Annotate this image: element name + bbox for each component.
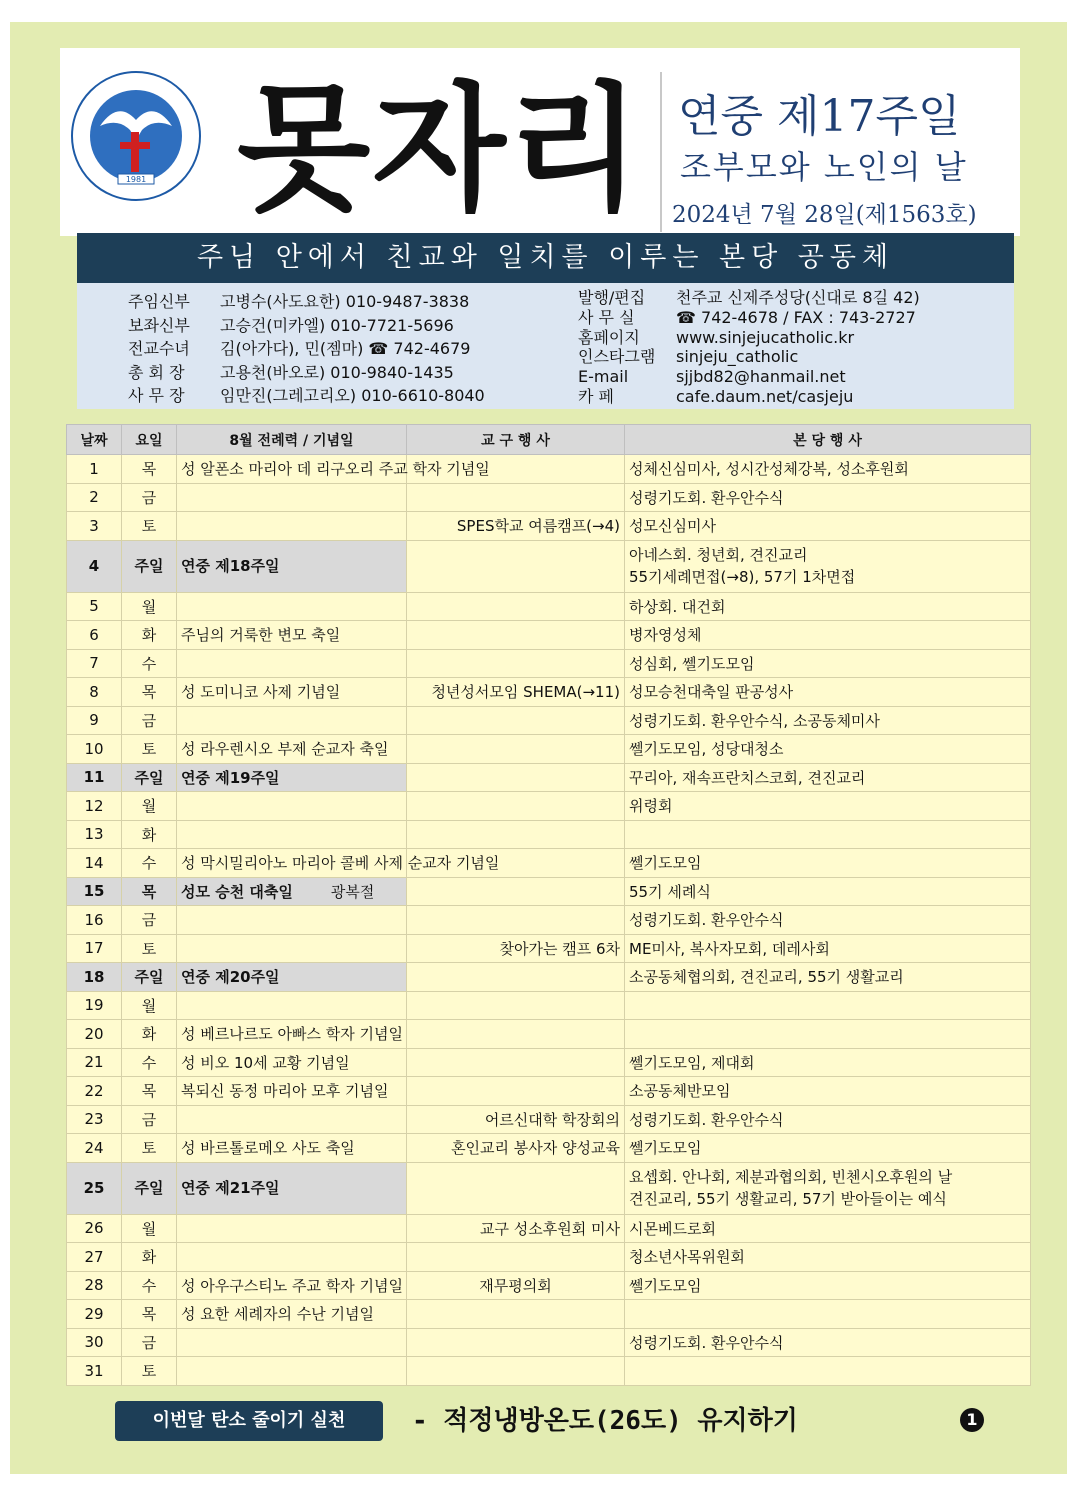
- staff-row: [128, 361, 485, 385]
- table-row: [67, 649, 1031, 678]
- table-row: [67, 483, 1031, 512]
- cell-diocese-event: SPES학교 여름캠프(→4): [407, 512, 625, 541]
- parish-event-text: 55기 세례식: [629, 882, 711, 901]
- cell-liturgy: [177, 1300, 407, 1329]
- liturgy-text: 성 아우구스티노 주교 학자 기념일: [181, 1276, 403, 1295]
- contact-label: 홈페이지: [578, 327, 640, 347]
- cell-date: 10: [67, 735, 122, 764]
- parish-event-text: 성령기도회. 환우안수식: [629, 911, 784, 930]
- cell-parish-event: [625, 763, 1031, 792]
- contact-row: [578, 308, 920, 328]
- staff-row: [128, 314, 485, 338]
- carbon-reduction-text: - 적정냉방온도(26도) 유지하기: [412, 1406, 798, 1436]
- table-row: [67, 1048, 1031, 1077]
- cell-weekday: 목: [122, 877, 177, 906]
- table-row: [67, 934, 1031, 963]
- contact-value: sinjeju_catholic: [676, 347, 799, 367]
- staff-role: 사 무 장: [128, 386, 185, 405]
- cell-date: 14: [67, 849, 122, 878]
- staff-role: 총 회 장: [128, 362, 185, 382]
- cell-weekday: 토: [122, 1357, 177, 1386]
- parish-motto-banner: 주님 안에서 친교와 일치를 이루는 본당 공동체: [77, 233, 1014, 283]
- parish-event-text: 시몬베드로회: [629, 1219, 716, 1238]
- cell-parish-event: [625, 649, 1031, 678]
- cell-weekday: 수: [122, 849, 177, 878]
- cell-weekday: 월: [122, 991, 177, 1020]
- cell-parish-event: [625, 483, 1031, 512]
- cell-liturgy: [177, 1243, 407, 1272]
- cell-diocese-event: [407, 1162, 625, 1214]
- cell-weekday: 금: [122, 706, 177, 735]
- parish-event-text: 청소년사목위원회: [629, 1248, 745, 1267]
- church-logo: [70, 70, 202, 202]
- cell-weekday: 주일: [122, 1162, 177, 1214]
- header-parish-events: 본 당 행 사: [625, 425, 1031, 455]
- parish-event-text: 꾸리아, 재속프란치스코회, 견진교리: [629, 768, 866, 787]
- cell-diocese-event: 청년성서모임 SHEMA(→11): [407, 678, 625, 707]
- cell-weekday: 금: [122, 483, 177, 512]
- cell-weekday: 주일: [122, 963, 177, 992]
- cell-liturgy: [177, 1162, 407, 1214]
- parish-event-text: 소공동체협의회, 견진교리, 55기 생활교리: [629, 968, 904, 987]
- issue-date: 2024년 7월 28일(제1563호): [672, 202, 977, 228]
- cell-diocese-event: [407, 1300, 625, 1329]
- cell-liturgy: [177, 678, 407, 707]
- cell-date: 12: [67, 792, 122, 821]
- table-row: [67, 540, 1031, 592]
- cell-date: 1: [67, 455, 122, 484]
- cell-diocese-event: [407, 706, 625, 735]
- parish-event-text: 성령기도회. 환우안수식: [629, 1110, 784, 1129]
- table-row: [67, 963, 1031, 992]
- table-row: [67, 763, 1031, 792]
- cell-liturgy: [177, 1020, 407, 1049]
- cell-date: 26: [67, 1214, 122, 1243]
- table-row: [67, 877, 1031, 906]
- parish-event-text: 병자영성체: [629, 626, 702, 645]
- staff-name: 임만진(그레고리오) 010-6610-8040: [220, 386, 485, 405]
- table-row: [67, 792, 1031, 821]
- cell-weekday: 수: [122, 1048, 177, 1077]
- cell-parish-event: [625, 1271, 1031, 1300]
- contact-label: E-mail: [578, 367, 629, 387]
- parish-event-text: 쎌기도모임: [629, 1139, 702, 1158]
- cell-weekday: 화: [122, 1020, 177, 1049]
- liturgy-text: 연중 제18주일: [181, 557, 280, 575]
- cell-date: 29: [67, 1300, 122, 1329]
- cell-diocese-event: [407, 991, 625, 1020]
- staff-name: 고용천(바오로) 010-9840-1435: [220, 362, 454, 382]
- cell-liturgy: [177, 877, 407, 906]
- staff-row: [128, 384, 485, 408]
- cell-diocese-event: [407, 763, 625, 792]
- table-row: [67, 592, 1031, 621]
- table-row: [67, 820, 1031, 849]
- contact-row: [578, 328, 920, 348]
- cell-diocese-event: [407, 621, 625, 650]
- cell-date: 13: [67, 820, 122, 849]
- cell-weekday: 목: [122, 678, 177, 707]
- cell-parish-event: [625, 792, 1031, 821]
- cell-diocese-event: [407, 540, 625, 592]
- cell-weekday: 금: [122, 906, 177, 935]
- cell-weekday: 월: [122, 1214, 177, 1243]
- liturgy-text: 성 요한 세례자의 수난 기념일: [181, 1305, 374, 1324]
- parish-event-text: 성령기도회. 환우안수식, 소공동체미사: [629, 711, 880, 730]
- contact-value: cafe.daum.net/casjeju: [676, 386, 854, 406]
- contact-row: [578, 347, 920, 367]
- cell-parish-event: [625, 934, 1031, 963]
- staff-name: 김(아가다), 민(젬마) ☎ 742-4679: [220, 339, 471, 358]
- liturgy-text: 연중 제19주일: [181, 768, 280, 787]
- cell-liturgy: [177, 592, 407, 621]
- sunday-title: 연중 제17주일: [678, 91, 961, 142]
- cell-liturgy: [177, 934, 407, 963]
- parish-event-text: 성령기도회. 환우안수식: [629, 488, 784, 507]
- liturgy-text: 성 알폰소 마리아 데 리구오리 주교 학자 기념일: [181, 460, 490, 479]
- cell-parish-event: [625, 849, 1031, 878]
- cell-liturgy: [177, 1134, 407, 1163]
- parish-event-text: ME미사, 복사자모회, 데레사회: [629, 939, 830, 958]
- cell-parish-event: [625, 540, 1031, 592]
- table-row: [67, 512, 1031, 541]
- staff-role: 전교수녀: [128, 339, 190, 358]
- table-row: [67, 1328, 1031, 1357]
- cell-liturgy: [177, 1271, 407, 1300]
- table-row: [67, 678, 1031, 707]
- parish-event-text: 쎌기도모임: [629, 854, 702, 873]
- cell-liturgy: [177, 706, 407, 735]
- cell-liturgy: [177, 649, 407, 678]
- sunday-subtitle: 조부모와 노인의 날: [680, 148, 968, 186]
- monthly-calendar-table: [66, 424, 1031, 1386]
- cell-diocese-event: [407, 1020, 625, 1049]
- cell-diocese-event: [407, 735, 625, 764]
- cell-date: 20: [67, 1020, 122, 1049]
- cell-date: 6: [67, 621, 122, 650]
- table-row: [67, 1357, 1031, 1386]
- cell-date: 25: [67, 1162, 122, 1214]
- cell-date: 30: [67, 1328, 122, 1357]
- parish-event-text: 하상회. 대건회: [629, 597, 726, 616]
- cell-diocese-event: [407, 1357, 625, 1386]
- parish-event-text: 성심회, 쎌기도모임: [629, 654, 755, 673]
- table-row: [67, 991, 1031, 1020]
- cell-diocese-event: 혼인교리 봉사자 양성교육: [407, 1134, 625, 1163]
- cell-liturgy: [177, 849, 500, 878]
- liturgy-text: 성 베르나르도 아빠스 학자 기념일: [181, 1025, 403, 1044]
- cell-diocese-event: [407, 592, 625, 621]
- liturgy-text: 성모 승천 대축일: [181, 882, 293, 901]
- cell-weekday: 화: [122, 621, 177, 650]
- cell-parish-event: [625, 1214, 1031, 1243]
- cell-diocese-event: [407, 906, 625, 935]
- table-row: [67, 735, 1031, 764]
- parish-event-text: 위령회: [629, 797, 673, 816]
- staff-list: [128, 290, 485, 408]
- staff-role: 보좌신부: [128, 315, 190, 335]
- contact-label: 카 페: [578, 386, 614, 406]
- cell-date: 3: [67, 512, 122, 541]
- cell-parish-event: [625, 678, 1031, 707]
- cell-weekday: 토: [122, 1134, 177, 1163]
- staff-row: [128, 290, 485, 314]
- cell-date: 22: [67, 1077, 122, 1106]
- table-row: [67, 455, 1031, 484]
- cell-weekday: 주일: [122, 763, 177, 792]
- parish-event-text: 아네스회. 청년회, 견진교리: [629, 546, 808, 564]
- cell-weekday: 금: [122, 1328, 177, 1357]
- cell-date: 27: [67, 1243, 122, 1272]
- table-row: [67, 906, 1031, 935]
- cell-date: 15: [67, 877, 122, 906]
- cell-parish-event: [625, 1162, 1031, 1214]
- cell-diocese-event: [407, 1048, 625, 1077]
- cell-date: 17: [67, 934, 122, 963]
- cell-parish-event: [625, 963, 1031, 992]
- cell-diocese-event: 어르신대학 학장회의: [407, 1105, 625, 1134]
- contact-row: [578, 288, 920, 308]
- contact-value: sjjbd82@hanmail.net: [676, 367, 846, 387]
- cell-liturgy: [177, 1077, 407, 1106]
- cell-liturgy: [177, 1105, 407, 1134]
- table-row: [67, 706, 1031, 735]
- table-row: [67, 1020, 1031, 1049]
- table-row: [67, 1214, 1031, 1243]
- header-weekday: 요일: [122, 425, 177, 455]
- table-row: [67, 1271, 1031, 1300]
- cell-liturgy: [177, 621, 407, 650]
- cell-liturgy: [177, 1328, 407, 1357]
- cell-diocese-event: [407, 649, 625, 678]
- cell-diocese-event: [407, 483, 625, 512]
- table-row: [67, 1134, 1031, 1163]
- contact-row: [578, 387, 920, 407]
- cell-weekday: 수: [122, 1271, 177, 1300]
- cell-date: 16: [67, 906, 122, 935]
- cell-liturgy: [177, 1214, 407, 1243]
- cell-weekday: 목: [122, 1077, 177, 1106]
- contact-label: 발행/편집: [578, 288, 646, 307]
- cell-date: 24: [67, 1134, 122, 1163]
- cell-liturgy: [177, 991, 407, 1020]
- holiday-text: 광복절: [330, 882, 375, 901]
- parish-event-text: 성모신심미사: [629, 517, 716, 536]
- cell-weekday: 금: [122, 1105, 177, 1134]
- cell-diocese-event: 찾아가는 캠프 6차: [407, 934, 625, 963]
- contact-label: 사 무 실: [578, 307, 635, 327]
- cell-weekday: 주일: [122, 540, 177, 592]
- liturgy-text: 성 비오 10세 교황 기념일: [181, 1053, 350, 1072]
- cell-parish-event: [625, 1134, 1031, 1163]
- table-row: [67, 849, 1031, 878]
- cell-date: 23: [67, 1105, 122, 1134]
- cell-liturgy: [177, 963, 407, 992]
- cell-parish-event: [625, 455, 1031, 484]
- cell-parish-event: [625, 1357, 1031, 1386]
- cell-liturgy: [177, 820, 407, 849]
- liturgy-text: 성 막시밀리아노 마리아 콜베 사제 순교자 기념일: [181, 854, 500, 873]
- cell-parish-event: [625, 735, 1031, 764]
- cell-weekday: 월: [122, 792, 177, 821]
- cell-diocese-event: [407, 820, 625, 849]
- cell-liturgy: [177, 540, 407, 592]
- cell-diocese-event: [407, 792, 625, 821]
- parish-event-text: 성령기도회. 환우안수식: [629, 1333, 784, 1352]
- cell-date: 11: [67, 763, 122, 792]
- cell-date: 9: [67, 706, 122, 735]
- table-row: [67, 621, 1031, 650]
- cell-date: 2: [67, 483, 122, 512]
- staff-role: 주임신부: [128, 292, 190, 311]
- contact-value: 천주교 신제주성당(신대로 8길 42): [676, 288, 920, 307]
- cell-date: 28: [67, 1271, 122, 1300]
- cell-date: 7: [67, 649, 122, 678]
- table-header-row: [67, 425, 1031, 455]
- cell-diocese-event: [407, 1243, 625, 1272]
- cell-parish-event: [625, 1077, 1031, 1106]
- contact-label: 인스타그램: [578, 347, 656, 367]
- cell-parish-event: [625, 512, 1031, 541]
- liturgy-text: 성 라우렌시오 부제 순교자 축일: [181, 740, 389, 759]
- carbon-reduction-badge: 이번달 탄소 줄이기 실천: [115, 1401, 383, 1441]
- liturgy-text: 성 도미니코 사제 기념일: [181, 683, 341, 702]
- staff-row: [128, 337, 485, 361]
- cell-parish-event: [625, 621, 1031, 650]
- cell-liturgy: [177, 1357, 407, 1386]
- liturgy-text: 연중 제20주일: [181, 968, 280, 987]
- cell-diocese-event: 교구 성소후원회 미사: [407, 1214, 625, 1243]
- table-row: [67, 1243, 1031, 1272]
- cell-diocese-event: [407, 1328, 625, 1357]
- cell-parish-event: [625, 1020, 1031, 1049]
- cell-date: 21: [67, 1048, 122, 1077]
- cell-date: 5: [67, 592, 122, 621]
- cell-liturgy: [177, 763, 407, 792]
- parish-event-text: 55기세례면접(→8), 57기 1차면접: [629, 568, 856, 586]
- liturgy-text: 성 바르톨로메오 사도 축일: [181, 1139, 355, 1158]
- page-number: 1: [960, 1408, 984, 1432]
- staff-name: 고승건(미카엘) 010-7721-5696: [220, 315, 454, 335]
- cell-weekday: 토: [122, 934, 177, 963]
- cell-liturgy: [177, 483, 407, 512]
- cell-liturgy: [177, 1048, 407, 1077]
- cell-liturgy: [177, 455, 490, 484]
- parish-event-text: 소공동체반모임: [629, 1082, 731, 1101]
- cell-diocese-event: [407, 877, 625, 906]
- cell-parish-event: [625, 1048, 1031, 1077]
- cell-date: 19: [67, 991, 122, 1020]
- cell-weekday: 수: [122, 649, 177, 678]
- parish-event-text: 성모승천대축일 판공성사: [629, 683, 794, 702]
- parish-event-text: 쎌기도모임: [629, 1276, 702, 1295]
- svg-text:못자리: 못자리: [237, 69, 643, 230]
- table-row: [67, 1300, 1031, 1329]
- contact-value: ☎ 742-4678 / FAX : 743-2727: [676, 307, 916, 327]
- cell-weekday: 목: [122, 455, 177, 484]
- cell-parish-event: [625, 991, 1031, 1020]
- parish-event-text: 견진교리, 55기 생활교리, 57기 받아들이는 예식: [629, 1190, 947, 1208]
- masthead-logotype: [230, 69, 650, 230]
- cell-diocese-event: [407, 963, 625, 992]
- cell-date: 8: [67, 678, 122, 707]
- cell-liturgy: [177, 735, 407, 764]
- parish-event-text: 쎌기도모임, 제대회: [629, 1053, 755, 1072]
- cell-parish-event: [625, 1105, 1031, 1134]
- cell-weekday: 토: [122, 735, 177, 764]
- cell-liturgy: [177, 792, 407, 821]
- cell-date: 31: [67, 1357, 122, 1386]
- staff-name: 고병수(사도요한) 010-9487-3838: [220, 292, 470, 311]
- cell-parish-event: [625, 592, 1031, 621]
- cell-parish-event: [625, 1300, 1031, 1329]
- cell-weekday: 토: [122, 512, 177, 541]
- cell-weekday: 화: [122, 1243, 177, 1272]
- cell-parish-event: [625, 820, 1031, 849]
- cell-date: 18: [67, 963, 122, 992]
- cell-diocese-event: 재무평의회: [407, 1271, 625, 1300]
- cell-weekday: 월: [122, 592, 177, 621]
- cell-parish-event: [625, 706, 1031, 735]
- liturgy-text: 연중 제21주일: [181, 1179, 280, 1197]
- cell-parish-event: [625, 1243, 1031, 1272]
- contact-value: www.sinjejucatholic.kr: [676, 327, 855, 347]
- parish-event-text: 쎌기도모임, 성당대청소: [629, 740, 784, 759]
- svg-text:1981: 1981: [125, 175, 147, 184]
- cell-liturgy: [177, 906, 407, 935]
- header-diocese-events: 교 구 행 사: [407, 425, 625, 455]
- liturgy-text: 복되신 동정 마리아 모후 기념일: [181, 1082, 389, 1101]
- liturgy-text: 주님의 거룩한 변모 축일: [181, 626, 341, 645]
- cell-parish-event: [625, 1328, 1031, 1357]
- cell-date: 4: [67, 540, 122, 592]
- header-liturgy: 8월 전례력 / 기념일: [177, 425, 407, 455]
- contact-row: [578, 367, 920, 387]
- parish-event-text: 요셉회. 안나회, 제분과협의회, 빈첸시오후원의 날: [629, 1168, 953, 1186]
- cell-liturgy: [177, 512, 407, 541]
- cell-weekday: 목: [122, 1300, 177, 1329]
- table-row: [67, 1162, 1031, 1214]
- header-date: 날짜: [67, 425, 122, 455]
- cell-parish-event: [625, 906, 1031, 935]
- table-row: [67, 1077, 1031, 1106]
- cell-diocese-event: [407, 1077, 625, 1106]
- contact-list: [578, 288, 920, 407]
- table-row: [67, 1105, 1031, 1134]
- parish-event-text: 성체신심미사, 성시간성체강복, 성소후원회: [629, 460, 909, 479]
- cell-weekday: 화: [122, 820, 177, 849]
- cell-parish-event: [625, 877, 1031, 906]
